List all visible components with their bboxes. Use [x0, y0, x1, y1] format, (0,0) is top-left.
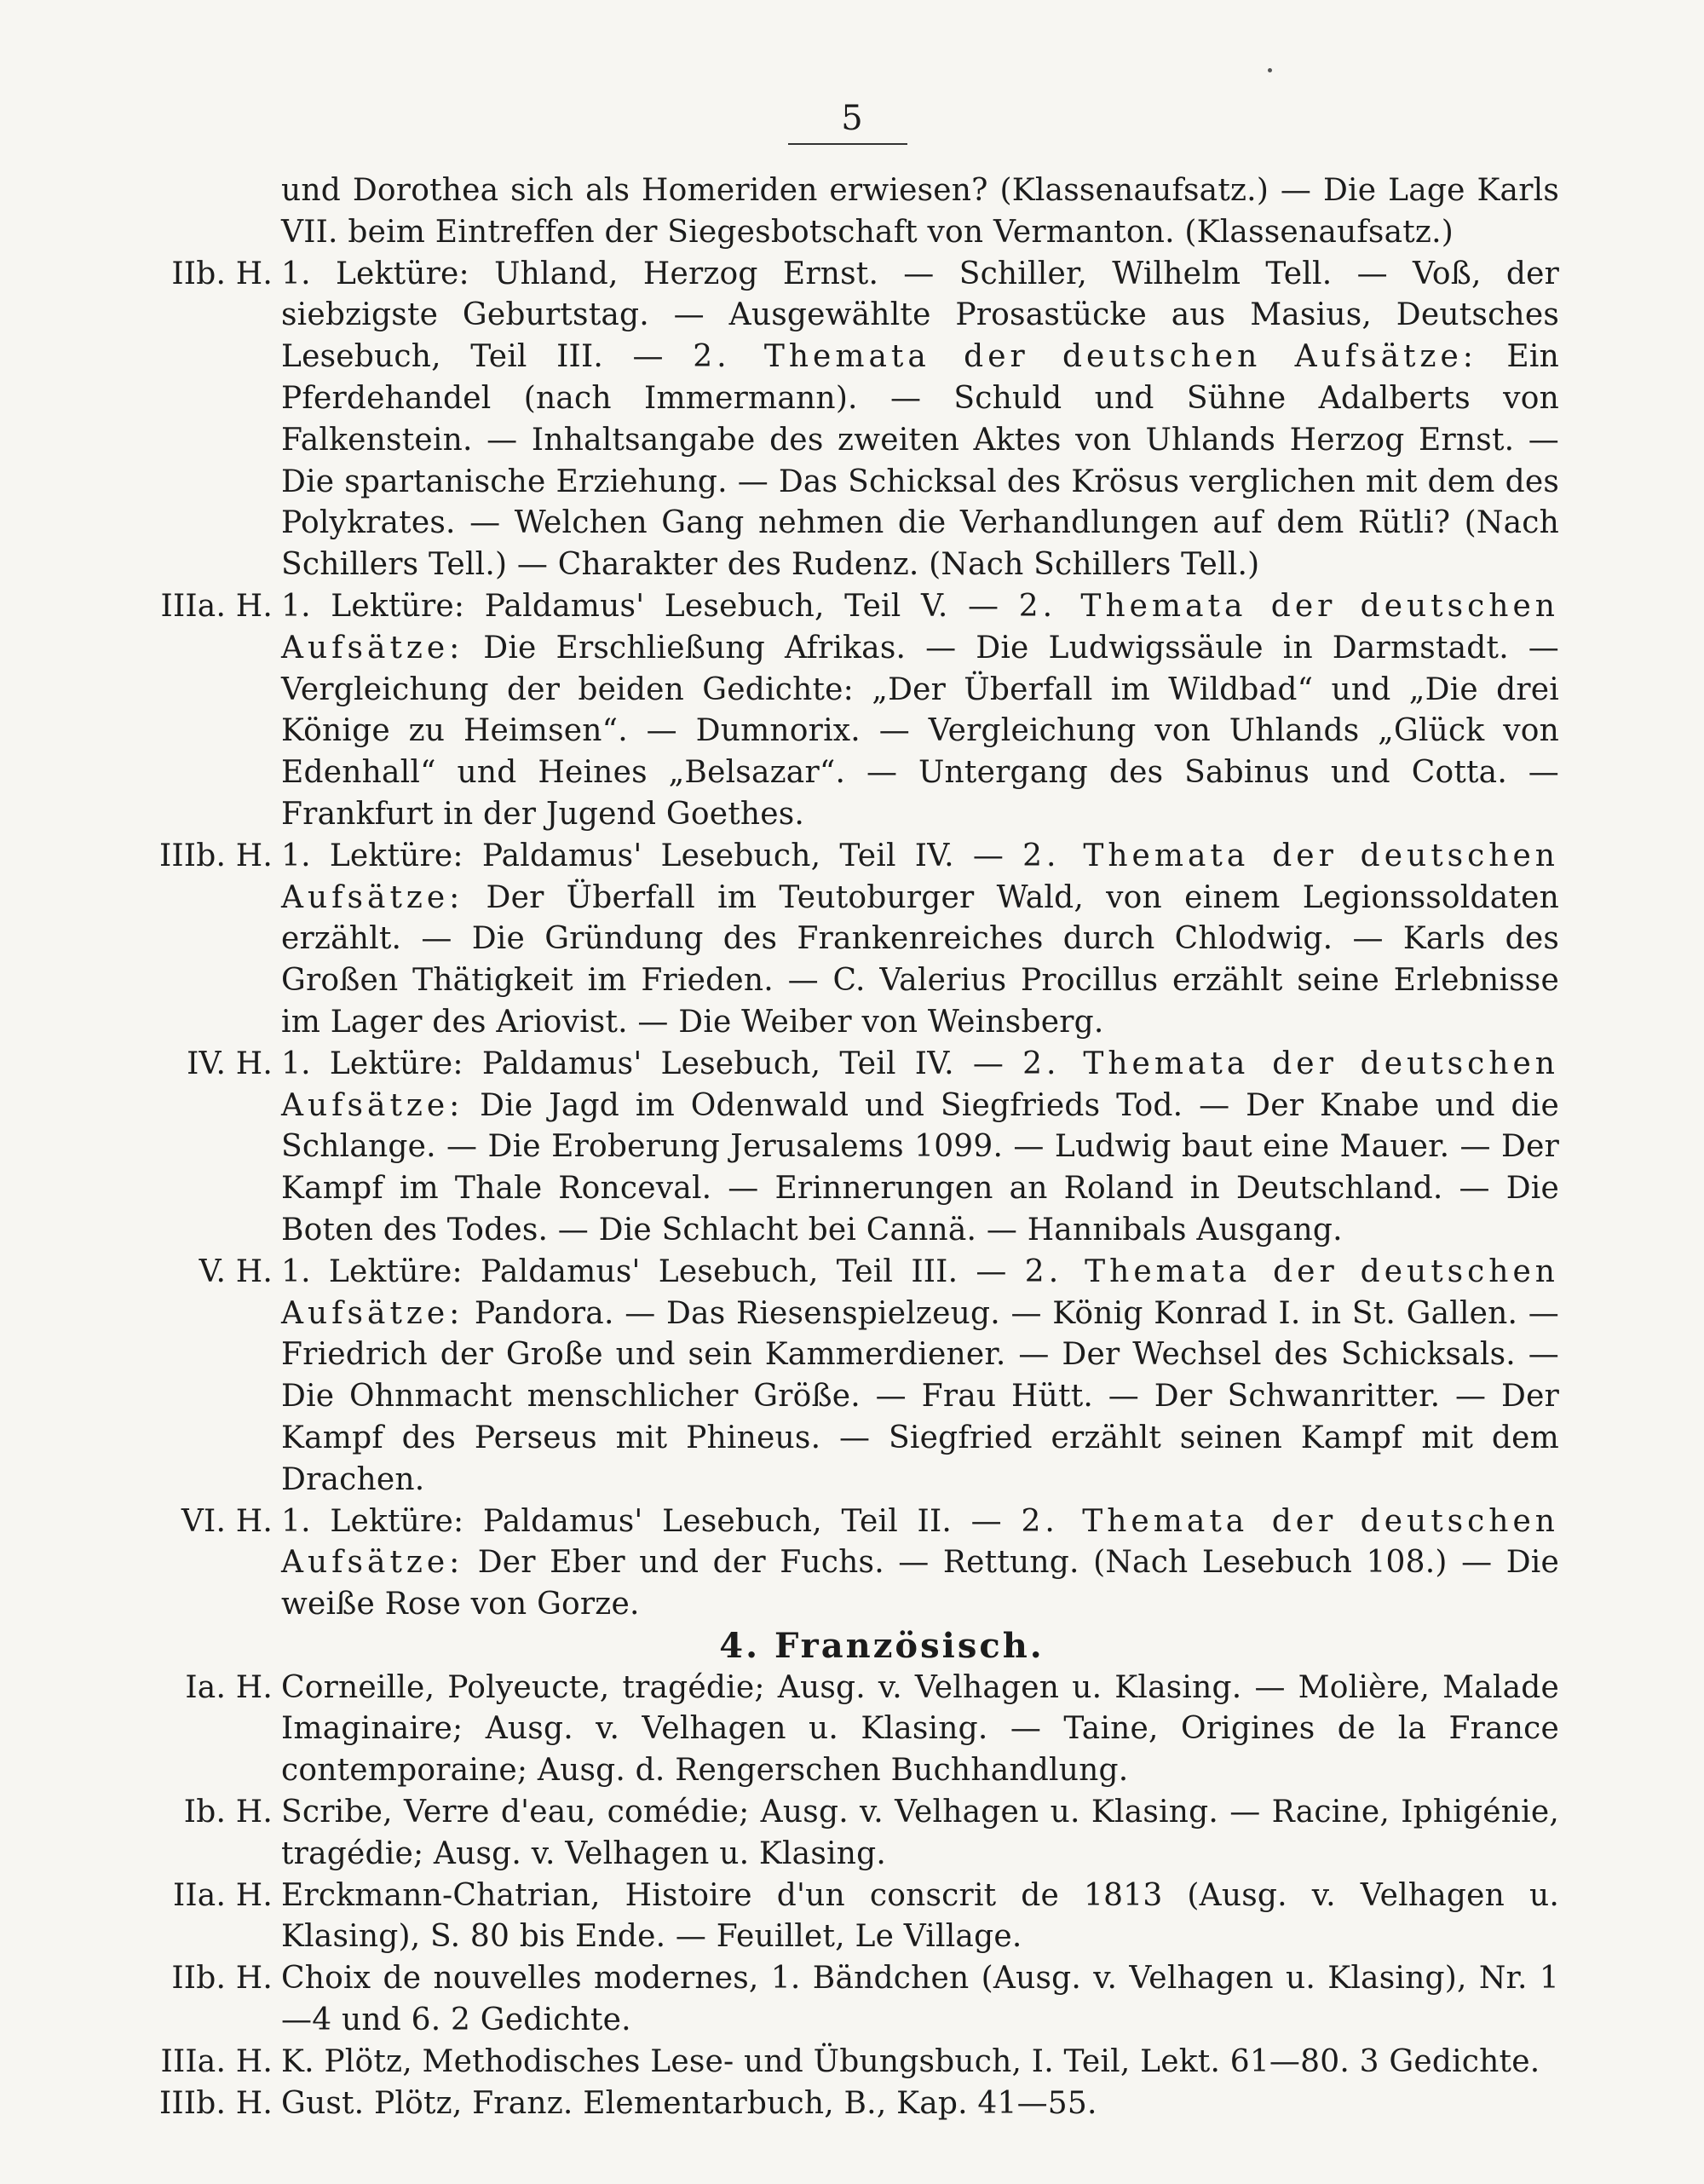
reading-text: Corneille, Polyeucte, tragédie; Ausg. v. Velhagen u. Klasing. — Molière, Malade Imaginaire; Ausg. v. Velhagen u. Klasing. — Taine, Origines de la France contemporaine; Ausg. d. Rengerschen Buchhandlung. [281, 1669, 1559, 1789]
reading-text: Choix de nouvelles modernes, 1. Bändchen (Ausg. v. Velhagen u. Klasing), Nr. 1—4 und 6. 2 Gedichte. [281, 1961, 1559, 2038]
entry-IIIa [136, 586, 1559, 836]
reading-text: Gust. Plötz, Franz. Elementarbuch, B., Kap. 41—55. [281, 2085, 1097, 2121]
ink-speck [1268, 68, 1272, 72]
class-label: IIIb. H. [158, 838, 273, 873]
class-label: IIa. H. [172, 1877, 273, 1913]
themata-heading: 2. Themata der deutschen Aufsätze: [281, 838, 1559, 915]
reading-text: K. Plötz, Methodisches Lese- und Übungsbuch, I. Teil, Lekt. 61—80. 3 Gedichte. [281, 2043, 1540, 2079]
class-label: Ib. H. [183, 1795, 273, 1830]
entry-IIb [136, 254, 1559, 586]
lektuere-text: Paldamus' Lesebuch, Teil IV. — [481, 838, 1005, 873]
entry-fr-IIb [136, 1958, 1559, 2042]
class-label: Ia. H. [185, 1669, 273, 1705]
reading-text: Erckmann-Chatrian, Histoire d'un conscrit de 1813 (Ausg. v. Velhagen u. Klasing), S. 80 bis Ende. — Feuillet, Le Village. [281, 1877, 1559, 1955]
themata-text: Ein Pferdehandel (nach Immermann). — Schuld und Sühne Adalberts von Falkenstein. — Inhaltsangabe des zweiten Aktes von Uhlands Herzog Ernst. — Die spartanische Erziehung. — Das Schicksal des Krösus verglichen mit dem des Polykrates. — Welchen Gang nehmen die Verhandlungen auf dem Rütli? (Nach Schillers Tell.) — Charakter des Rudenz. (Nach Schillers Tell.) [281, 339, 1559, 583]
themata-heading: 2. Themata der deutschen Aufsätze: [281, 1253, 1559, 1331]
lektuere-text: Uhland, Herzog Ernst. — Schiller, Wilhelm Tell. — Voß, der siebzigste Geburtstag. — Ausgewählte Prosastücke aus Masius, Deutsches Lesebuch, Teil III. — [281, 256, 1559, 375]
continuation-text: und Dorothea sich als Homeriden erwiesen? (Klassenaufsatz.) — Die Lage Karls VII. beim Eintreffen der Siegesbotschaft von Vermanton. (Klassenaufsatz.) [281, 173, 1559, 250]
lektuere-heading: 1. Lektüre: [281, 1046, 463, 1081]
themata-heading: 2. Themata der deutschen Aufsätze: [281, 1046, 1559, 1123]
class-label: IIIa. H. [160, 2043, 273, 2079]
entry-fr-Ia [136, 1668, 1559, 1792]
themata-text: Die Jagd im Odenwald und Siegfrieds Tod. — Der Knabe und die Schlange. — Die Eroberung Jerusalems 1099. — Ludwig baut eine Mauer. — Der Kampf im Thale Ronceval. — Erinnerungen an Roland in Deutschland. — Die Boten des Todes. — Die Schlacht bei Cannä. — Hannibals Ausgang. [281, 1087, 1559, 1248]
lektuere-text: Paldamus' Lesebuch, Teil III. — [481, 1253, 1007, 1289]
themata-text: Die Erschließung Afrikas. — Die Ludwigssäule in Darmstadt. — Vergleichung der beiden Gedichte: „Der Überfall im Wildbad“ und „Die drei Könige zu Heimsen“. — Dumnorix. — Vergleichung von Uhlands „Glück von Edenhall“ und Heines „Belsazar“. — Untergang des Sabinus und Cotta. — Frankfurt in der Jugend Goethes. [281, 630, 1559, 832]
lektuere-heading: 1. Lektüre: [281, 256, 469, 291]
class-label: IIb. H. [171, 256, 273, 291]
lektuere-heading: 1. Lektüre: [281, 588, 465, 624]
entry-VI [136, 1501, 1559, 1626]
reading-text: Scribe, Verre d'eau, comédie; Ausg. v. Velhagen u. Klasing. — Racine, Iphigénie, tragédie; Ausg. v. Velhagen u. Klasing. [281, 1795, 1559, 1871]
entry-fr-IIIb [136, 2083, 1559, 2125]
entry-IIIb [136, 836, 1559, 1044]
class-label: IIIb. H. [158, 2085, 273, 2121]
themata-text: Der Überfall im Teutoburger Wald, von einem Legionssoldaten erzählt. — Die Gründung des Frankenreiches durch Chlodwig. — Karls des Großen Thätigkeit im Frieden. — C. Valerius Procillus erzählt seine Erlebnisse im Lager des Ariovist. — Die Weiber von Weinsberg. [281, 879, 1559, 1040]
class-label: V. H. [199, 1253, 273, 1289]
themata-text: Der Eber und der Fuchs. — Rettung. (Nach Lesebuch 108.) — Die weiße Rose von Gorze. [281, 1545, 1559, 1622]
themata-heading: 2. Themata der deutschen Aufsätze: [281, 1503, 1559, 1581]
class-label: IIb. H. [171, 1961, 273, 1997]
lektuere-text: Paldamus' Lesebuch, Teil IV. — [481, 1046, 1005, 1081]
lektuere-heading: 1. Lektüre: [281, 1253, 463, 1289]
continuation-paragraph [136, 170, 1559, 254]
entry-fr-IIa [136, 1876, 1559, 1959]
entry-V [136, 1252, 1559, 1501]
lektuere-heading: 1. Lektüre: [281, 838, 463, 873]
entry-IV [136, 1044, 1559, 1252]
header-rule [788, 143, 907, 145]
lektuere-heading: 1. Lektüre: [281, 1503, 464, 1539]
themata-heading: 2. Themata der deutschen Aufsätze: [693, 339, 1477, 375]
class-label: IIIa. H. [160, 588, 273, 624]
page-body [136, 170, 1559, 2124]
class-label: VI. H. [181, 1503, 273, 1539]
class-label: IV. H. [187, 1046, 273, 1081]
entry-fr-Ib [136, 1792, 1559, 1876]
themata-text: Pandora. — Das Riesenspielzeug. — König Konrad I. in St. Gallen. — Friedrich der Große und sein Kammerdiener. — Der Wechsel des Schicksals. — Die Ohnmacht menschlicher Größe. — Frau Hütt. — Der Schwanritter. — Der Kampf des Perseus mit Phineus. — Siegfried erzählt seinen Kampf mit dem Drachen. [281, 1295, 1559, 1497]
themata-heading: 2. Themata der deutschen Aufsätze: [281, 588, 1559, 666]
entry-fr-IIIa [136, 2042, 1559, 2083]
section-heading-franzoesisch: 4. Französisch. [719, 1625, 1045, 1666]
lektuere-text: Paldamus' Lesebuch, Teil II. — [482, 1503, 1002, 1539]
page-number: 5 [841, 99, 863, 138]
lektuere-text: Paldamus' Lesebuch, Teil V. — [484, 588, 999, 624]
